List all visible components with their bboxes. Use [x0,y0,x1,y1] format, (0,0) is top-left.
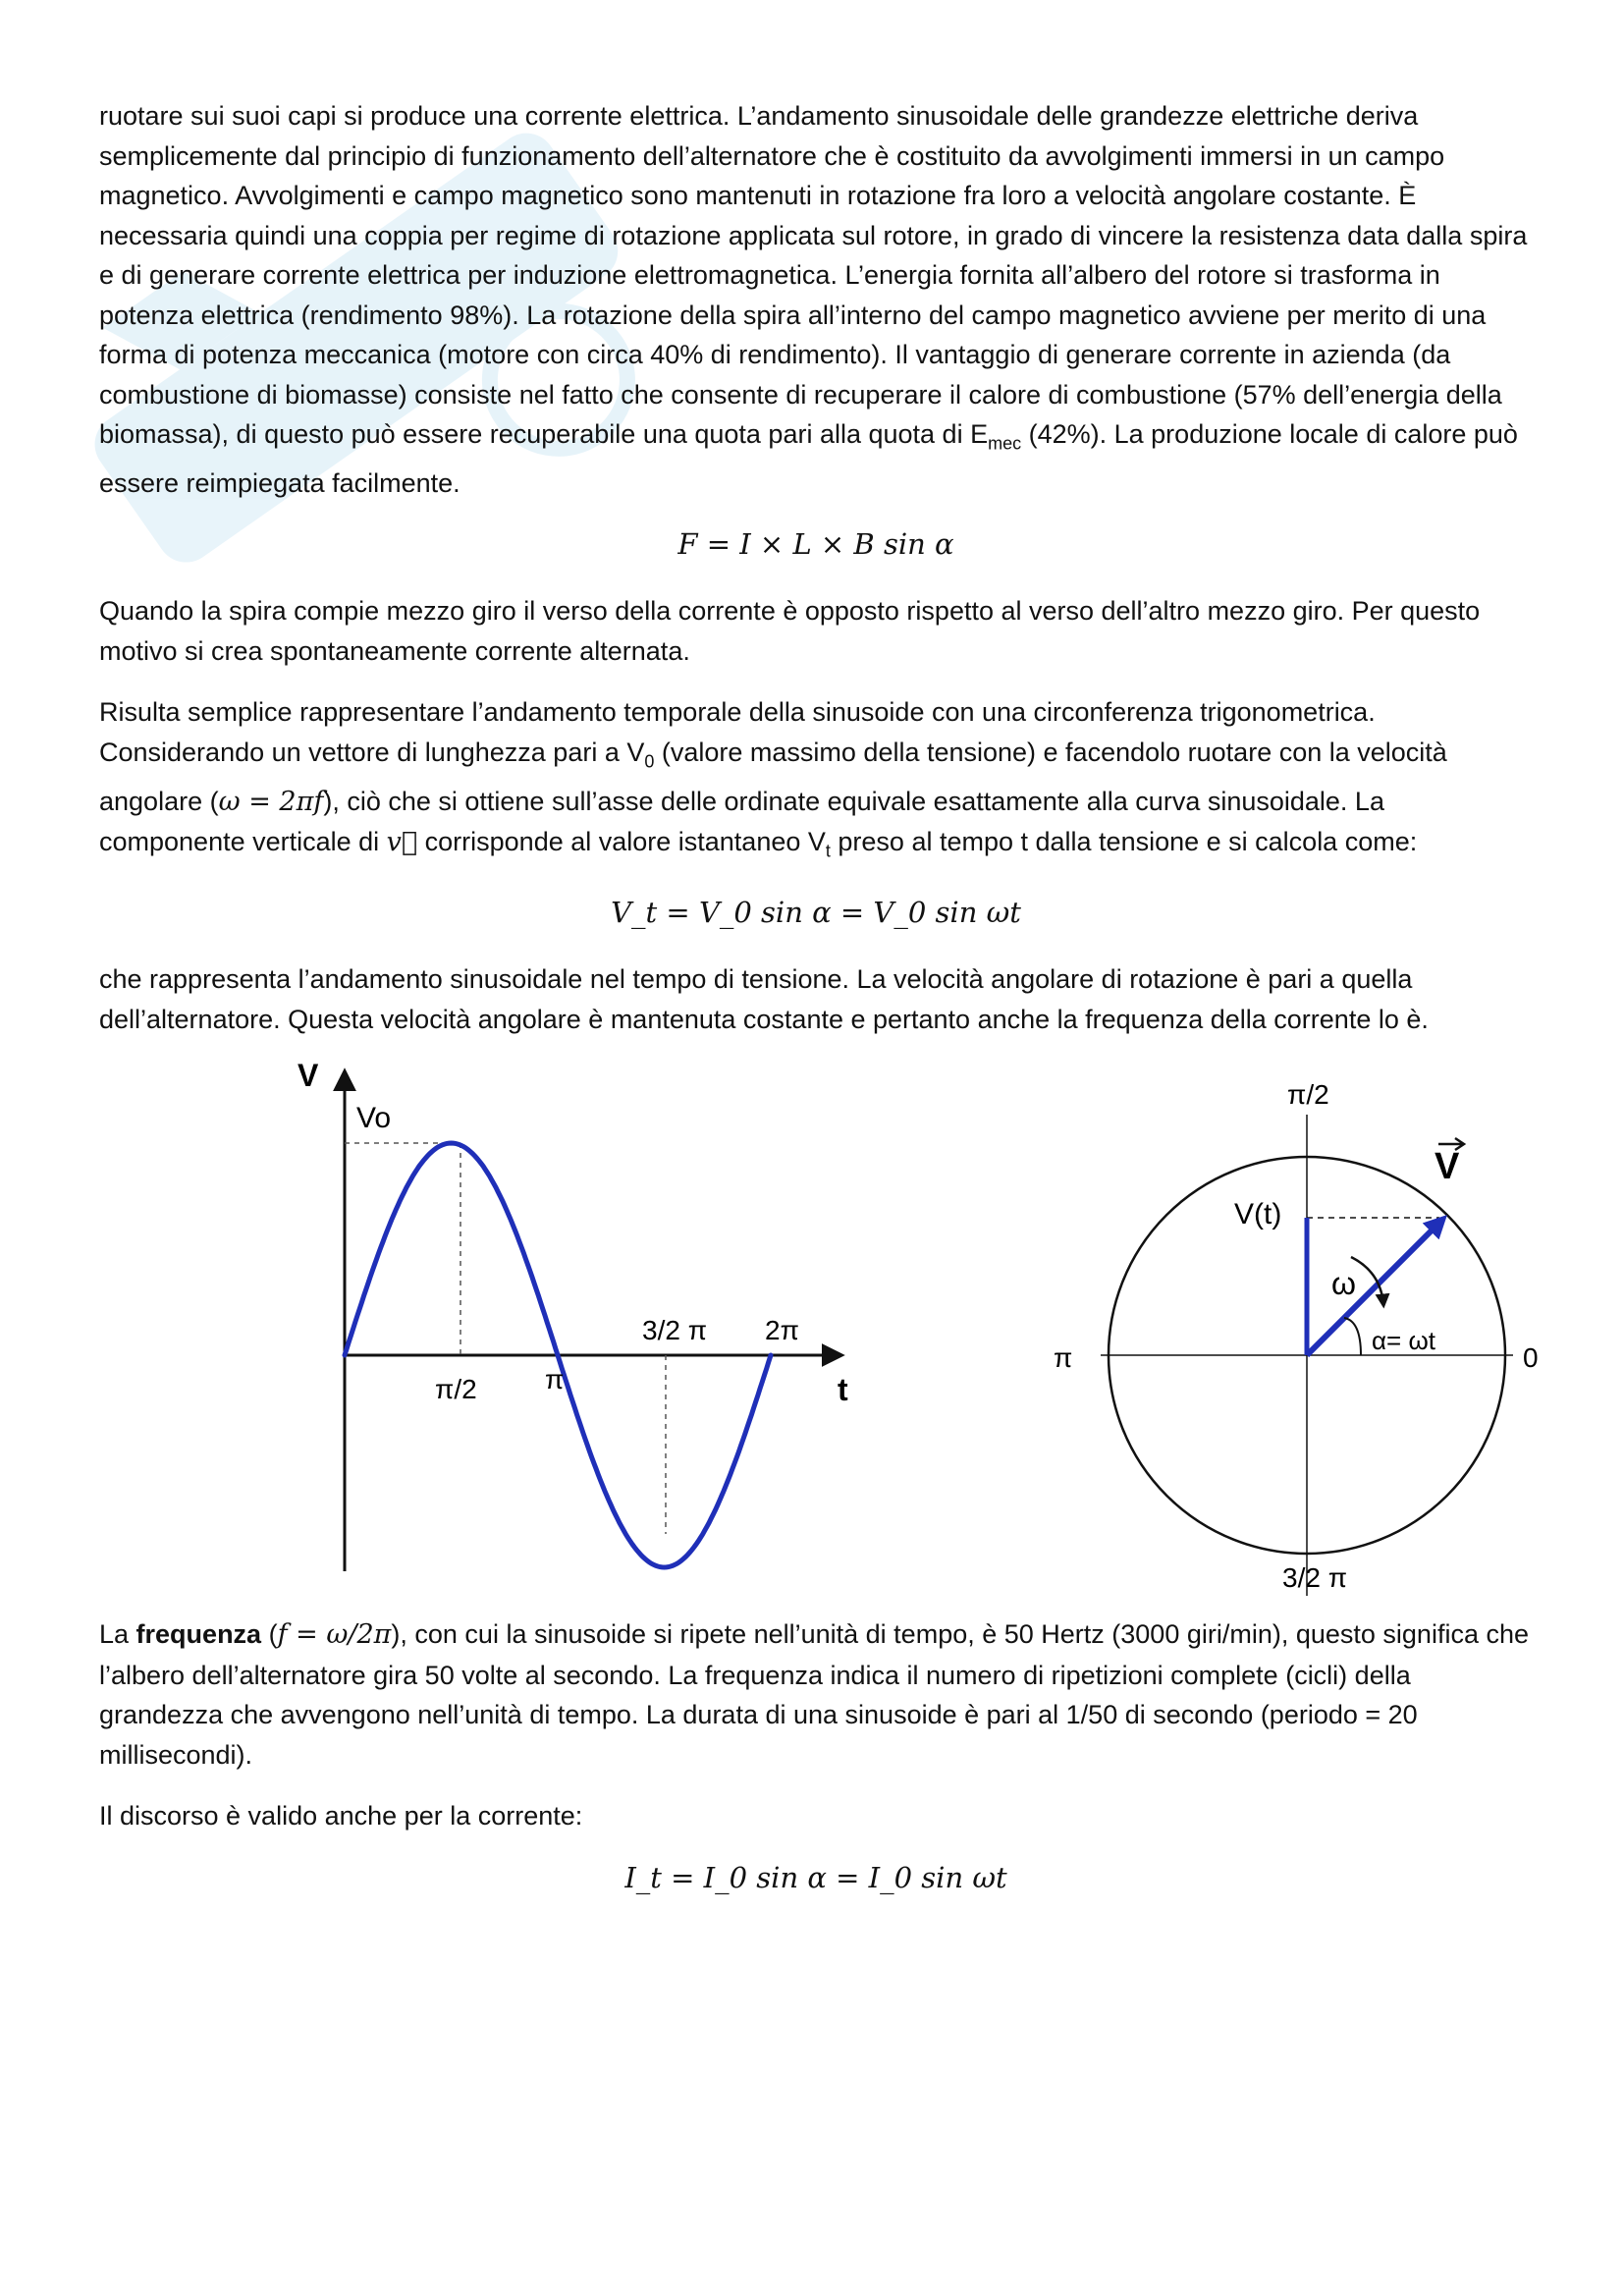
equation-force-text: F = I × L × B sin α [677,527,954,562]
omega-label: ω [1331,1266,1356,1302]
angle-arc [1344,1318,1361,1355]
equation-current-text: I_t = I_0 sin α = I_0 sin ωt [624,1860,1007,1894]
paragraph-alternator: ruotare sui suoi capi si produce una corrente elettrica. L’andamento sinusoidale delle grandezze elettriche deriva semplicemente dal principio di funzionamento dell’alternatore che è costituito da avvolgimenti immersi in un campo magnetico. Avvolgimenti e campo magnetico sono mantenuti in rotazione fra loro a velocità angolare costante. È necessaria quindi una coppia per regime di rotazione applicata sul rotore, in grado di vincere la resistenza data dalla spira e di generare corrente elettrica per induzione elettromagnetica. L’energia fornita all’albero del rotore si trasforma in potenza elettrica (rendimento 98%). La rotazione della spira all’interno del campo magnetico avviene per merito di una forma di potenza meccanica (motore con circa 40% di rendimento). Il vantaggio di generare corrente in azienda (da combustione di biomasse) consiste nel fatto che consente di recuperare il calore di combustione (57% dell’energia della biomassa), di questo può essere recuperabile una quota pari alla quota di $E_{mec}$ (42%). La produzione locale di calore può essere reimpiegata facilmente. [99,101,1528,498]
equation-force [99,524,1533,564]
trig-circle-figure [944,1061,1572,1611]
angle-label: α= ωt [1372,1326,1435,1356]
sine-wave-figure [188,1061,875,1591]
tick-three-half-pi: 3/2 π [642,1315,708,1346]
y-axis-label: V [298,1061,319,1094]
vector-label: V [1435,1146,1460,1188]
tick-pi: π [545,1364,565,1395]
projection-label: V(t) [1234,1198,1282,1231]
paragraph-current-intro: Il discorso è valido anche per la corrente: [99,1801,583,1831]
document-body [99,96,1539,1925]
paragraph-frequency: La frequenza (f = ω/2π), con cui la sinusoide si ripete nell’unità di tempo, è 50 Hertz (3000 giri/min), questo significa che l’albero dell’alternatore gira 50 volte al secondo. La frequenza indica il numero di ripetizioni complete (cicli) della grandezza che avvengono nell’unità di tempo. La durata di una sinusoide è pari al 1/50 di secondo (periodo = 20 millisecondi). [99,1619,1529,1770]
x-axis-label: t [838,1372,848,1408]
paragraph-sinusoidal-time: che rappresenta l’andamento sinusoidale nel tempo di tensione. La velocità angolare di rotazione è pari a quella dell’alternatore. Questa velocità angolare è mantenuta costante e pertanto anche la frequenza della corrente lo è. [99,964,1429,1034]
label-right-zero: 0 [1523,1342,1539,1374]
paragraph-alternating-current: Quando la spira compie mezzo giro il verso della corrente è opposto rispetto al verso dell’altro mezzo giro. Per questo motivo si crea spontaneamente corrente alternata. [99,596,1481,666]
tick-half-pi: π/2 [435,1374,477,1405]
label-top-half-pi: π/2 [1287,1079,1329,1111]
peak-label: Vo [356,1102,392,1135]
tick-two-pi: 2π [765,1315,799,1346]
label-bottom-three-half-pi: 3/2 π [1282,1562,1348,1594]
equation-voltage [99,893,1533,932]
paragraph-trig-circle: Risulta semplice rappresentare l’andamento temporale della sinusoide con una circonferenza trigonometrica. Considerando un vettore di lunghezza pari a $V_0$ (valore massimo della tensione) e facendolo ruotare con la velocità angolare (ω = 2πf), ciò che si ottiene sull’asse delle ordinate equivale esattamente alla curva sinusoidale. La componente verticale di v⃗ corrisponde al valore istantaneo $V_t$ preso al tempo t dalla tensione e si calcola come: [99,697,1447,861]
figure-row [99,1061,1539,1611]
equation-current [99,1858,1533,1897]
equation-voltage-text: V_t = V_0 sin α = V_0 sin ωt [611,896,1021,930]
label-left-pi: π [1054,1342,1073,1374]
